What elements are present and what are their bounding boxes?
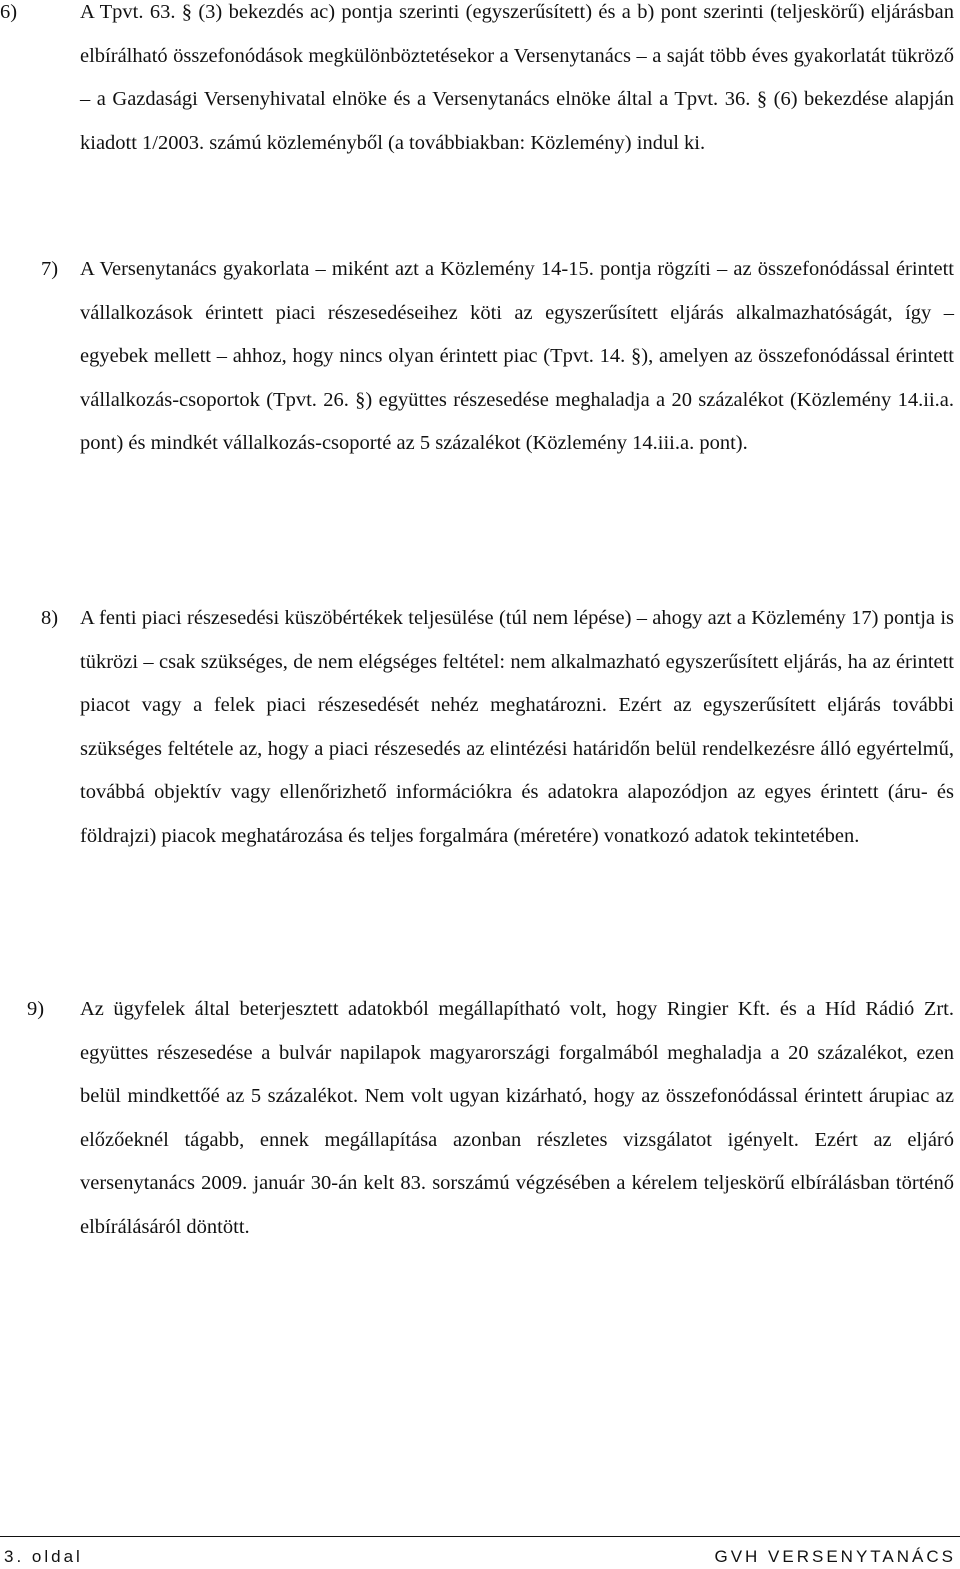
paragraph-text: A fenti piaci részesedési küszöbértékek teljesülése (túl nem lépése) – ahogy azt a Közlemény 17) pontja is tükrözi – csak szükséges, de nem elégséges feltétel: nem alkalmazható egyszerűsített eljárás, ha az érintett piacot vagy a felek piaci részesedését nehéz meghatározni. Ezért az egyszerűsített eljárás további szükséges feltétele az, hogy a piaci részesedés az elintézési határidőn belül rendelkezésre álló egyértelmű, továbbá objektív vagy ellenőrizhető információkra és adatokra alapozódjon az egyes érintett (áru- és földrajzi) piacok meghatározása és teljes forgalmára (méretére) vonatkozó adatok tekintetében. xyxy=(80,607,954,847)
paragraph-text: Az ügyfelek által beterjesztett adatokból megállapítható volt, hogy Ringier Kft. és a Híd Rádió Zrt. együttes részesedése a bulvár napilapok magyarországi forgalmából meghaladja a 20 százalékot, ezen belül mindkettőé az 5 százalékot. Nem volt ugyan kizárható, hogy az összefonódással érintett árupiac az előzőeknél tágabb, ennek megállapítása azonban részletes vizsgálatot igényelt. Ezért az eljáró versenytanács 2009. január 30-án kelt 83. sorszámú végzésében a kérelem teljeskörű elbírálásban történő elbírálásáról döntött. xyxy=(80,998,954,1238)
paragraph-number: 8) xyxy=(41,607,59,629)
paragraph-number: 9) xyxy=(27,998,45,1020)
paragraph-number: 7) xyxy=(41,258,59,280)
footer-organization: GVH VERSENYTANÁCS xyxy=(714,1547,956,1566)
paragraph-text: A Versenytanács gyakorlata – miként azt a Közlemény 14-15. pontja rögzíti – az összefonódással érintett vállalkozások érintett piaci részesedéseihez köti az egyszerűsített eljárás alkalmazhatóságát, így – egyebek mellett – ahhoz, hogy nincs olyan érintett piac (Tpvt. 14. §), amelyen az összefonódással érintett vállalkozás-csoportok (Tpvt. 26. §) együttes részesedése meghaladja a 20 százalékot (Közlemény 14.ii.a. pont) és mindkét vállalkozás-csoporté az 5 százalékot (Közlemény 14.iii.a. pont). xyxy=(80,258,954,454)
paragraph-number: 6) xyxy=(0,1,18,23)
paragraph-text: A Tpvt. 63. § (3) bekezdés ac) pontja szerinti (egyszerűsített) és a b) pont szerinti (teljeskörű) eljárásban elbírálható összefonódások megkülönböztetésekor a Versenytanács – a saját több éves gyakorlatát tükröző – a Gazdasági Versenyhivatal elnöke és a Versenytanács elnöke által a Tpvt. 36. § (6) bekezdése alapján kiadott 1/2003. számú közleményből (a továbbiakban: Közlemény) indul ki. xyxy=(80,1,954,154)
footer-divider xyxy=(0,1536,960,1537)
page-number: 3. oldal xyxy=(4,1547,83,1566)
